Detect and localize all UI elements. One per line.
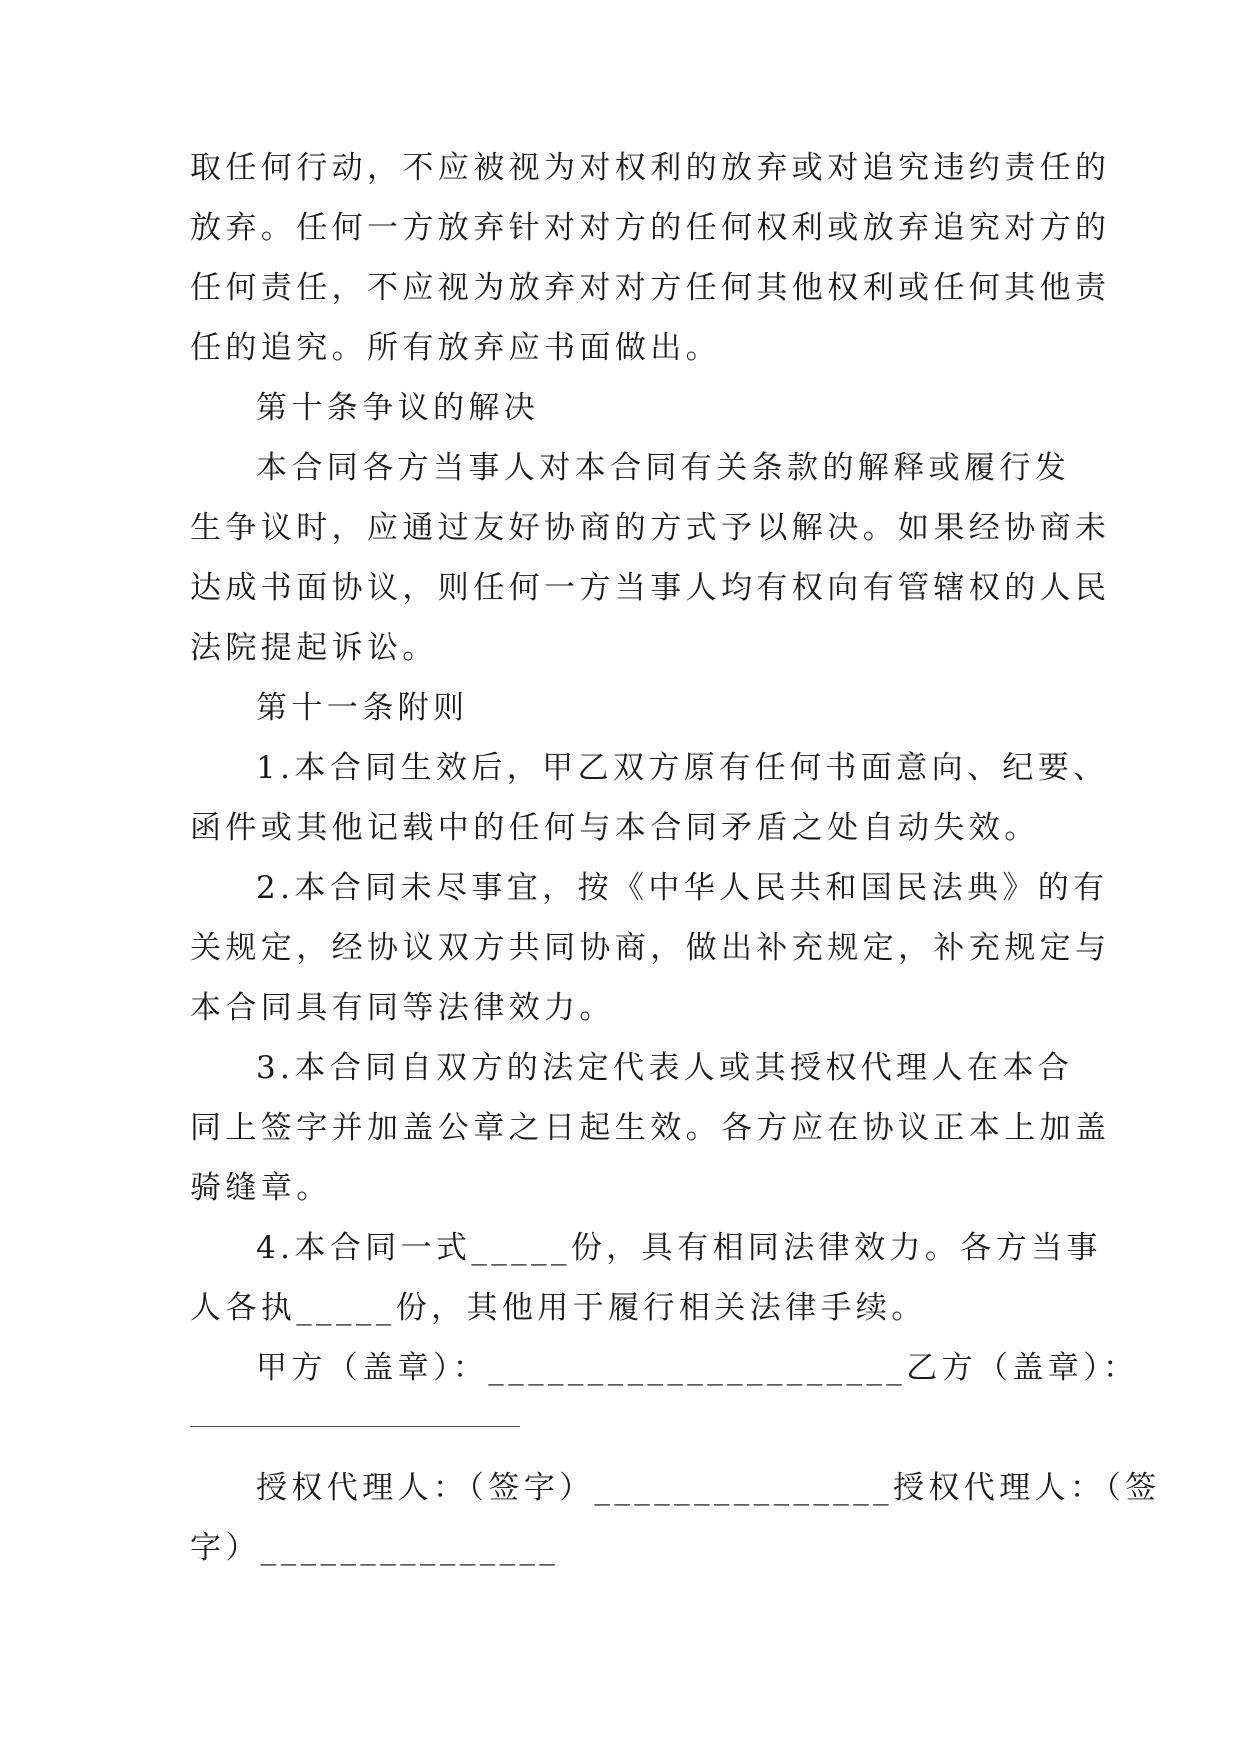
item-2-line-2: 关规定，经协议双方共同协商，做出补充规定，补充规定与	[190, 930, 1111, 966]
clause-10-paragraph-line-4: 法院提起诉讼。	[190, 630, 438, 666]
clause-10-heading: 第十条争议的解决	[256, 390, 540, 426]
item-4-line-2: 人各执_____份，其他用于履行相关法律手续。	[190, 1290, 927, 1326]
clause-9-paragraph-line-1: 取任何行动，不应被视为对权利的放弃或对追究违约责任的	[190, 150, 1111, 186]
item-3-line-1: 3.本合同自双方的法定代表人或其授权代理人在本合	[256, 1050, 1074, 1086]
item-4-line-1: 4.本合同一式_____份，具有相同法律效力。各方当事	[256, 1230, 1102, 1266]
item-2-line-3: 本合同具有同等法律效力。	[190, 990, 615, 1026]
clause-10-paragraph-line-2: 生争议时，应通过友好协商的方式予以解决。如果经协商未	[190, 510, 1111, 546]
party-seal-line: 甲方（盖章）：_____________________乙方（盖章）：	[256, 1350, 1139, 1386]
clause-10-paragraph-line-3: 达成书面协议，则任何一方当事人均有权向有管辖权的人民	[190, 570, 1111, 606]
clause-9-paragraph-line-3: 任何责任，不应视为放弃对对方任何其他权利或任何其他责	[190, 270, 1111, 306]
party-b-seal-underline	[190, 1426, 520, 1427]
item-1-line-2: 函件或其他记载中的任何与本合同矛盾之处自动失效。	[190, 810, 1040, 846]
clause-9-paragraph-line-2: 放弃。任何一方放弃针对对方的任何权利或放弃追究对方的	[190, 210, 1111, 246]
item-2-line-1: 2.本合同未尽事宜，按《中华人民共和国民法典》的有	[256, 870, 1109, 906]
clause-9-paragraph-line-4: 任的追究。所有放弃应书面做出。	[190, 330, 721, 366]
agent-signature-line-1: 授权代理人：（签字）_______________授权代理人：（签	[256, 1470, 1161, 1506]
item-1-line-1: 1.本合同生效后，甲乙双方原有任何书面意向、纪要、	[256, 750, 1109, 786]
clause-10-paragraph-line-1: 本合同各方当事人对本合同有关条款的解释或履行发	[256, 450, 1071, 486]
item-3-line-2: 同上签字并加盖公章之日起生效。各方应在协议正本上加盖	[190, 1110, 1111, 1146]
item-3-line-3: 骑缝章。	[190, 1170, 332, 1206]
agent-signature-line-2: 字）_______________	[190, 1530, 560, 1566]
clause-11-heading: 第十一条附则	[256, 690, 469, 726]
